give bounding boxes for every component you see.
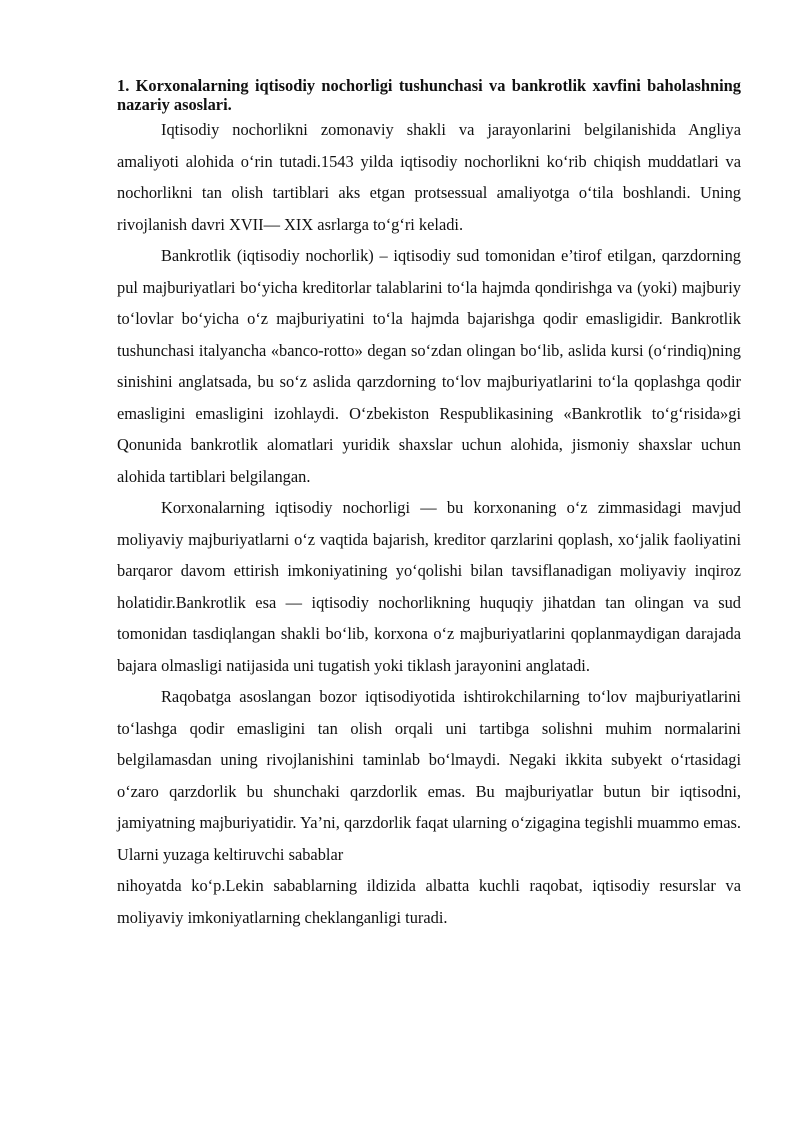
paragraph-2: Bankrotlik (iqtisodiy nochorlik) – iqtisodiy sud tomonidan e’tirof etilgan, qarzdorning pul majburiyatlari bo‘yicha kreditorlar talablarini to‘la hajmda qondirishga va (yoki) majburiy to‘lovlar bo‘yicha o‘z majburiyatini to‘la hajmda bajarishga qodir emasligidir. Bankrotlik tushunchasi italyancha «banco-rotto» degan so‘zdan olingan bo‘lib, aslida kursi (o‘rindiq)ning sinishini anglatsada, bu so‘z aslida qarzdorning to‘lov majburiyatlarini to‘la qoplashga qodir emasligini emasligini izohlaydi. O‘zbekiston Respublikasining «Bankrotlik to‘g‘risida»gi Qonunida bankrotlik alomatlari yuridik shaxslar uchun alohida, jismoniy shaxslar uchun alohida tartiblari belgilangan.: [117, 246, 741, 486]
paragraph-4: Raqobatga asoslangan bozor iqtisodiyotida ishtirokchilarning to‘lov majburiyatlarini to‘lashga qodir emasligini tan olish orqali uni tartibga solishni muhim normalarini belgilamasdan uning rivojlanishini taminlab bo‘lmaydi. Negaki ikkita subyekt o‘rtasidagi o‘zaro qarzdorlik bu shunchaki qarzdorlik emas. Bu majburiyatlar butun bir iqtisodni, jamiyatning majburiyatidir. Ya’ni, qarzdorlik faqat ularning o‘zigagina tegishli muammo emas. Ularni yuzaga keltiruvchi sabablar: [117, 687, 741, 864]
paragraph-4-continuation: nihoyatda ko‘p.Lekin sabablarning ildizida albatta kuchli raqobat, iqtisodiy resurslar va moliyaviy imkoniyatlarning cheklanganligi turadi.: [117, 876, 741, 927]
paragraph-3: Korxonalarning iqtisodiy nochorligi — bu korxonaning o‘z zimmasidagi mavjud moliyaviy majburiyatlarni o‘z vaqtida bajarish, kreditor qarzlarini qoplash, xo‘jalik faoliyatini barqaror davom ettirish imkoniyatining yo‘qolishi bilan tavsiflanadigan moliyaviy inqiroz holatidir.Bankrotlik esa — iqtisodiy nochorlikning huquqiy jihatdan tan olingan va sud tomonidan tasdiqlangan shakli bo‘lib, korxona o‘z majburiyatlarini qoplanmaydigan darajada bajara olmasligi natijasida uni tugatish yoki tiklash jarayonini anglatadi.: [117, 498, 741, 675]
paragraph-1: Iqtisodiy nochorlikni zomonaviy shakli va jarayonlarini belgilanishida Angliya amaliyoti alohida o‘rin tutadi.1543 yilda iqtisodiy nochorlikni ko‘rib chiqish muddatlari va nochorlikni tan olish tartiblari aks etgan protsessual amaliyotga o‘tila boshlandi. Uning rivojlanish davri XVII— XIX asrlarga to‘g‘ri keladi.: [117, 120, 741, 234]
document-page: [117, 76, 741, 933]
section-heading: 1. Korxonalarning iqtisodiy nochorligi tushunchasi va bankrotlik xavfini baholashning nazariy asoslari.: [117, 76, 741, 114]
